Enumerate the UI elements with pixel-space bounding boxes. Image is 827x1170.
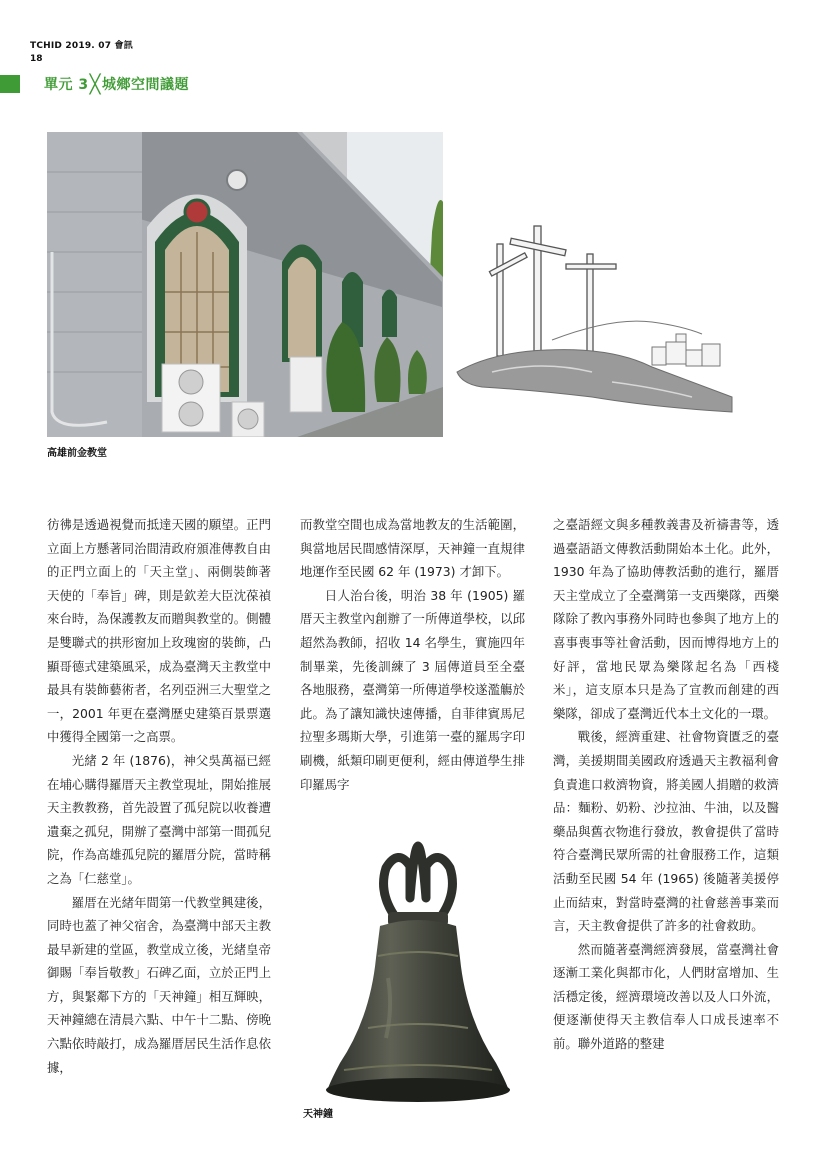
unit-heading — [44, 74, 189, 95]
paragraph: 戰後，經濟重建、社會物資匱乏的臺灣，美援期間美國政府透過天主教福利會負責進口救濟物資，將美國人捐贈的救濟品：麵粉、奶粉、沙拉油、牛油，以及醫藥品與舊衣物進行發放，教會提供了當時符合臺灣民眾所需的社會服務工作，這類活動至民國 54 年 (1965) 後隨著美援停止而結束，對當時臺灣的社會慈善事業而言，天主教會提供了許多的社會救助。 — [553, 729, 779, 934]
church-photo — [47, 132, 443, 437]
text-column-3 — [553, 513, 779, 1056]
page-number: 18 — [30, 54, 43, 64]
paragraph: 然而隨著臺灣經濟發展，當臺灣社會逐漸工業化與都市化，人們財富增加、生活穩定後，經濟環境改善以及人口外流，便逐漸使得天主教信奉人口成長速率不前。聯外道路的整建 — [553, 941, 779, 1052]
paragraph: 之臺語經文與多種教義書及祈禱書等，透過臺語語文傳教活動開始本土化。此外，1930 年為了協助傳教活動的進行，羅厝天主堂成立了全臺灣第一支西樂隊，西樂隊除了教內事務外同時也參與了地方上的喜事喪事等社會活動，因而博得地方上的好評，當地民眾為樂隊起名為「西棧米」，這支原本只是為了宣教而創建的西樂隊，卻成了臺灣近代本土文化的一環。 — [553, 517, 779, 721]
church-photo-caption: 高雄前金教堂 — [47, 448, 107, 459]
crosses-illustration — [452, 222, 737, 417]
cross-icon: ╳ — [89, 74, 101, 95]
paragraph: 光緒 2 年 (1876)，神父吳萬福已經在埔心購得羅厝天主教堂現址，開始推展天主教教務，首先設置了孤兒院以收養遭遺棄之孤兒，開辦了臺灣中部第一間孤兒院，作為高雄孤兒院的羅厝分院，當時稱之為「仁慈堂」。 — [47, 752, 271, 886]
masthead: TCHID 2019. 07 會訊 — [30, 41, 133, 51]
paragraph: 羅厝在光緒年間第一代教堂興建後，同時也蓋了神父宿舍，為臺灣中部天主教最早新建的堂區，教堂成立後，光緒皇帝御賜「奉旨敬教」石碑乙面，立於正門上方，與緊鄰下方的「天神鐘」相互輝映，天神鐘總在清晨六點、中午十二點、傍晚六點依時敲打，成為羅厝居民生活作息依據， — [47, 894, 271, 1075]
unit-color-bar — [0, 75, 20, 93]
text-column-2 — [300, 513, 525, 796]
bell-photo-caption: 天神鐘 — [303, 1109, 333, 1120]
bell-photo — [318, 838, 518, 1118]
paragraph: 彷彿是透過視覺而抵達天國的願望。正門立面上方懸著同治間清政府頒准傳教自由的正門立面上的「天主堂」、兩側裝飾著天使的「奉旨」碑，則是欽差大臣沈葆禎來台時，為保護教友而贈與教堂的。側體是雙聯式的拱形窗加上玫瑰窗的裝飾，凸顯哥德式建築風采，成為臺灣天主教堂中最具有裝飾藝術者，名列亞洲三大聖堂之一，2001 年更在臺灣歷史建築百景票選中獲得全國第一之高票。 — [47, 517, 271, 745]
text-column-1 — [47, 513, 271, 1079]
unit-title-text: 城鄉空間議題 — [101, 77, 189, 93]
paragraph: 日人治台後，明治 38 年 (1905) 羅厝天主教堂內創辦了一所傳道學校，以邱超然為教師，招收 14 名學生，實施四年制畢業，先後訓練了 3 屆傳道員至全臺各地服務，臺灣第一所傳道學校遂濫觴於此。為了讓知識快速傳播，自菲律賓馬尼拉聖多瑪斯大學，引進第一臺的羅馬字印刷機，紙類印刷更便利，經由傳道學生排印羅馬字 — [300, 587, 525, 792]
paragraph: 而教堂空間也成為當地教友的生活範圍，與當地居民間感情深厚，天神鐘一直規律地運作至民國 62 年 (1973) 才卸下。 — [300, 517, 525, 580]
unit-prefix: 單元 3 — [44, 77, 89, 93]
